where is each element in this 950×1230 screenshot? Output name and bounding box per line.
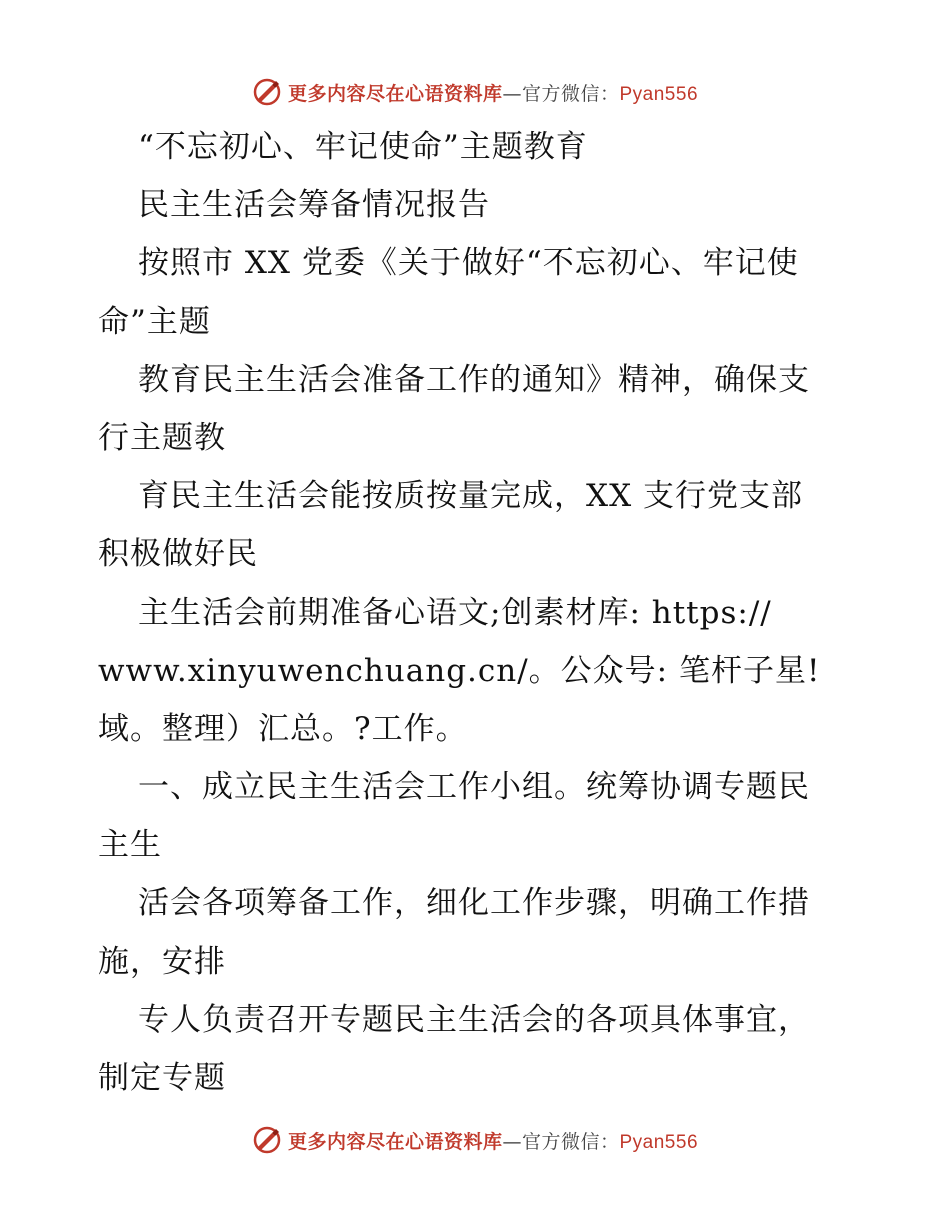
doc-paragraph-line: 育民主生活会能按质按量完成，XX 支行党支部 bbox=[138, 478, 803, 515]
document-body bbox=[98, 118, 858, 1107]
doc-title-line: “不忘初心、牢记使命”主题教育 bbox=[138, 129, 588, 165]
doc-subtitle-line: 民主生活会筹备情况报告 bbox=[138, 187, 490, 224]
header-watermark bbox=[0, 72, 950, 112]
pen-logo-icon bbox=[252, 77, 282, 107]
doc-paragraph-line: 按照市 XX 党委《关于做好“不忘初心、牢记使 bbox=[138, 245, 799, 282]
doc-paragraph-line: 主生活会前期准备心语文;创素材库: https:// bbox=[138, 594, 772, 631]
doc-paragraph-line: 一、成立民主生活会工作小组。统筹协调专题民 bbox=[138, 769, 810, 806]
doc-paragraph-line: 施，安排 bbox=[98, 943, 226, 980]
footer-watermark bbox=[0, 1120, 950, 1160]
doc-paragraph-line: 制定专题 bbox=[98, 1060, 226, 1096]
doc-paragraph-line: 专人负责召开专题民主生活会的各项具体事宜， bbox=[138, 1001, 810, 1038]
doc-paragraph-line: 活会各项筹备工作，细化工作步骤，明确工作措 bbox=[138, 885, 810, 922]
pen-logo-icon bbox=[252, 1125, 282, 1155]
doc-url-line: www.xinyuwenchuang.cn/。公众号: 笔杆子星! bbox=[98, 652, 821, 689]
doc-paragraph-line: 教育民主生活会准备工作的通知》精神，确保支 bbox=[138, 361, 810, 398]
doc-paragraph-line: 行主题教 bbox=[98, 419, 226, 456]
watermark-text: 更多内容尽在心语资料库—官方微信：Pyan556 bbox=[287, 82, 699, 105]
doc-paragraph-line: 命”主题 bbox=[98, 303, 211, 340]
doc-paragraph-line: 积极做好民 bbox=[98, 536, 258, 573]
doc-paragraph-line: 域。整理）汇总。?工作。 bbox=[98, 710, 468, 747]
doc-paragraph-line: 主生 bbox=[98, 827, 162, 864]
watermark-text: 更多内容尽在心语资料库—官方微信：Pyan556 bbox=[287, 1130, 699, 1153]
